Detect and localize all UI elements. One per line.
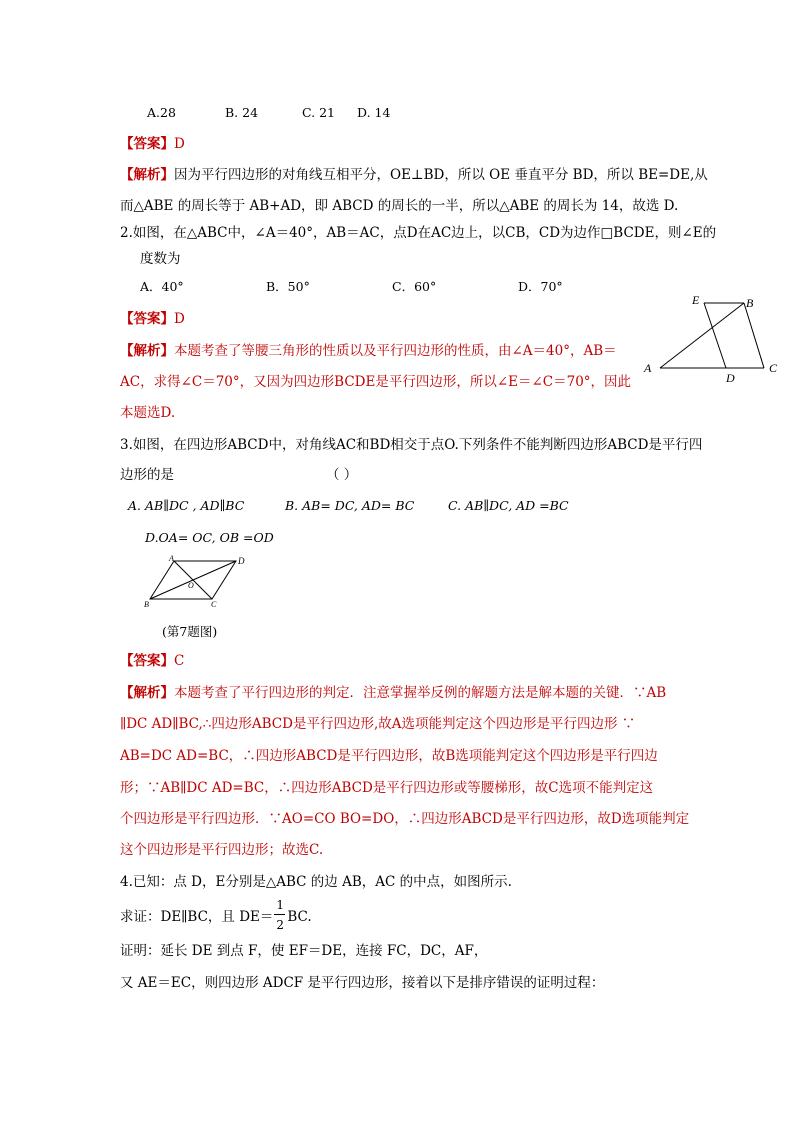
- analysis-text: 本题考查了等腰三角形的性质以及平行四边形的性质，由∠A＝40°，AB＝: [174, 343, 617, 359]
- q3-analysis-line-6: 这个四边形是平行四边形；故选C.: [120, 842, 324, 858]
- q2-analysis-line-3: 本题选D.: [120, 405, 176, 421]
- q2-figure: [640, 290, 785, 385]
- q2-stem-line-1: 2.如图，在△ABC中，∠A＝40°，AB＝AC，点D在AC边上，以CB，CD为边作□BCDE，则∠E的: [120, 225, 717, 241]
- fraction-bar: [274, 914, 285, 915]
- label-o: O: [188, 581, 194, 590]
- label-d: D: [726, 371, 735, 385]
- q3-option-a: A. AB∥DC , AD∥BC: [128, 498, 245, 513]
- q3-analysis-line-4: 形；∵AB∥DC AD=BC，∴四边形ABCD是平行四边形或等腰梯形，故C选项不能判定这: [120, 780, 654, 796]
- q3-analysis-line-5: 个四边形是平行四边形．∵AO=CO BO=DO，∴四边形ABCD是平行四边形，故D选项能判定: [120, 811, 690, 827]
- q4-prove-prefix: 求证：DE∥BC，且 DE＝: [120, 909, 274, 925]
- q4-stem: 4.已知：点 D，E分别是△ABC 的边 AB，AC 的中点，如图所示.: [120, 874, 512, 890]
- q2-option-a: A．40°: [140, 279, 184, 294]
- q3-analysis-line-3: AB=DC AD=BC，∴四边形ABCD是平行四边形，故B选项能判定这个四边形是平行四边: [120, 748, 658, 764]
- answer-tag: 【答案】: [120, 653, 174, 669]
- label-c: C: [211, 600, 217, 608]
- q4-prove-suffix: BC.: [287, 909, 312, 925]
- analysis-text: 本题考查了平行四边形的判定．注意掌握举反例的解题方法是解本题的关键．∵AB: [174, 685, 667, 701]
- q2-analysis-line-2: AC，求得∠C＝70°，又因为四边形BCDE是平行四边形，所以∠E＝∠C＝70°，因此: [120, 374, 632, 390]
- q3-stem-line-2: [120, 466, 358, 484]
- q4-prove: [120, 897, 312, 932]
- label-c: C: [769, 361, 778, 375]
- q1-analysis-line-2: 而△ABE 的周长等于 AB+AD，即 ABCD 的周长的一半，所以△ABE 的周长为 14，故选 D.: [120, 198, 679, 214]
- answer-tag: 【答案】: [120, 311, 174, 327]
- q2-option-c: C．60°: [392, 279, 437, 294]
- q1-analysis-line-1: [120, 166, 708, 184]
- q2-option-d: D．70°: [518, 279, 563, 294]
- q4-fraction: [273, 897, 287, 932]
- q1-option-b: B. 24: [225, 105, 259, 120]
- analysis-tag: 【解析】: [120, 167, 174, 183]
- label-b: B: [144, 600, 149, 608]
- analysis-tag: 【解析】: [120, 685, 174, 701]
- q1-answer: [120, 135, 185, 153]
- label-e: E: [692, 293, 700, 307]
- q3-figure: [142, 553, 252, 608]
- analysis-text: 因为平行四边形的对角线互相平分，OE⊥BD，所以 OE 垂直平分 BD，所以 BE=DE,从: [174, 167, 708, 183]
- answer-tag: 【答案】: [120, 136, 174, 152]
- q3-option-c: C. AB∥DC, AD =BC: [448, 498, 569, 513]
- q3-stem-text: 边形的是: [120, 467, 174, 483]
- q3-figure-caption: (第7题图): [162, 624, 218, 639]
- q3-option-d: D.OA= OC, OB =OD: [145, 530, 274, 545]
- label-d: D: [238, 556, 245, 566]
- q1-option-a: A.28: [147, 105, 176, 120]
- edge-bc: [744, 303, 764, 368]
- q3-analysis-line-1: [120, 684, 666, 702]
- q4-proof-line-2: 又 AE＝EC，则四边形 ADCF 是平行四边形，接着以下是排序错误的证明过程：: [120, 975, 605, 991]
- q3-answer-paren: （ ）: [326, 467, 358, 483]
- analysis-tag: 【解析】: [120, 343, 174, 359]
- answer-value: C: [174, 653, 185, 669]
- q2-option-b: B．50°: [266, 279, 310, 294]
- edge-ab: [660, 303, 744, 368]
- q1-option-c: C. 21: [302, 105, 335, 120]
- q3-answer: [120, 652, 184, 670]
- q2-analysis-line-1: [120, 342, 617, 360]
- edge-ed: [704, 303, 726, 368]
- fraction-numerator: 1: [276, 897, 285, 912]
- label-b: B: [746, 296, 754, 310]
- label-a: A: [169, 554, 174, 563]
- q2-stem-line-2: 度数为: [140, 251, 181, 267]
- q2-answer: [120, 310, 185, 328]
- fraction-denominator: 2: [276, 917, 285, 932]
- q3-option-b: B. AB= DC, AD= BC: [285, 498, 415, 513]
- q1-option-d: D. 14: [357, 105, 391, 120]
- label-a: A: [644, 361, 652, 375]
- q3-stem-line-1: 3.如图，在四边形ABCD中，对角线AC和BD相交于点O.下列条件不能判断四边形ABCD是平行四: [120, 437, 703, 453]
- diagonal-bd: [150, 561, 236, 599]
- q4-proof-line-1: 证明：延长 DE 到点 F，使 EF＝DE，连接 FC，DC，AF，: [120, 943, 488, 959]
- answer-value: D: [174, 311, 185, 327]
- q3-analysis-line-2: ∥DC AD∥BC,∴四边形ABCD是平行四边形,故A选项能判定这个四边形是平行四边形 ∵: [120, 716, 636, 732]
- answer-value: D: [174, 136, 185, 152]
